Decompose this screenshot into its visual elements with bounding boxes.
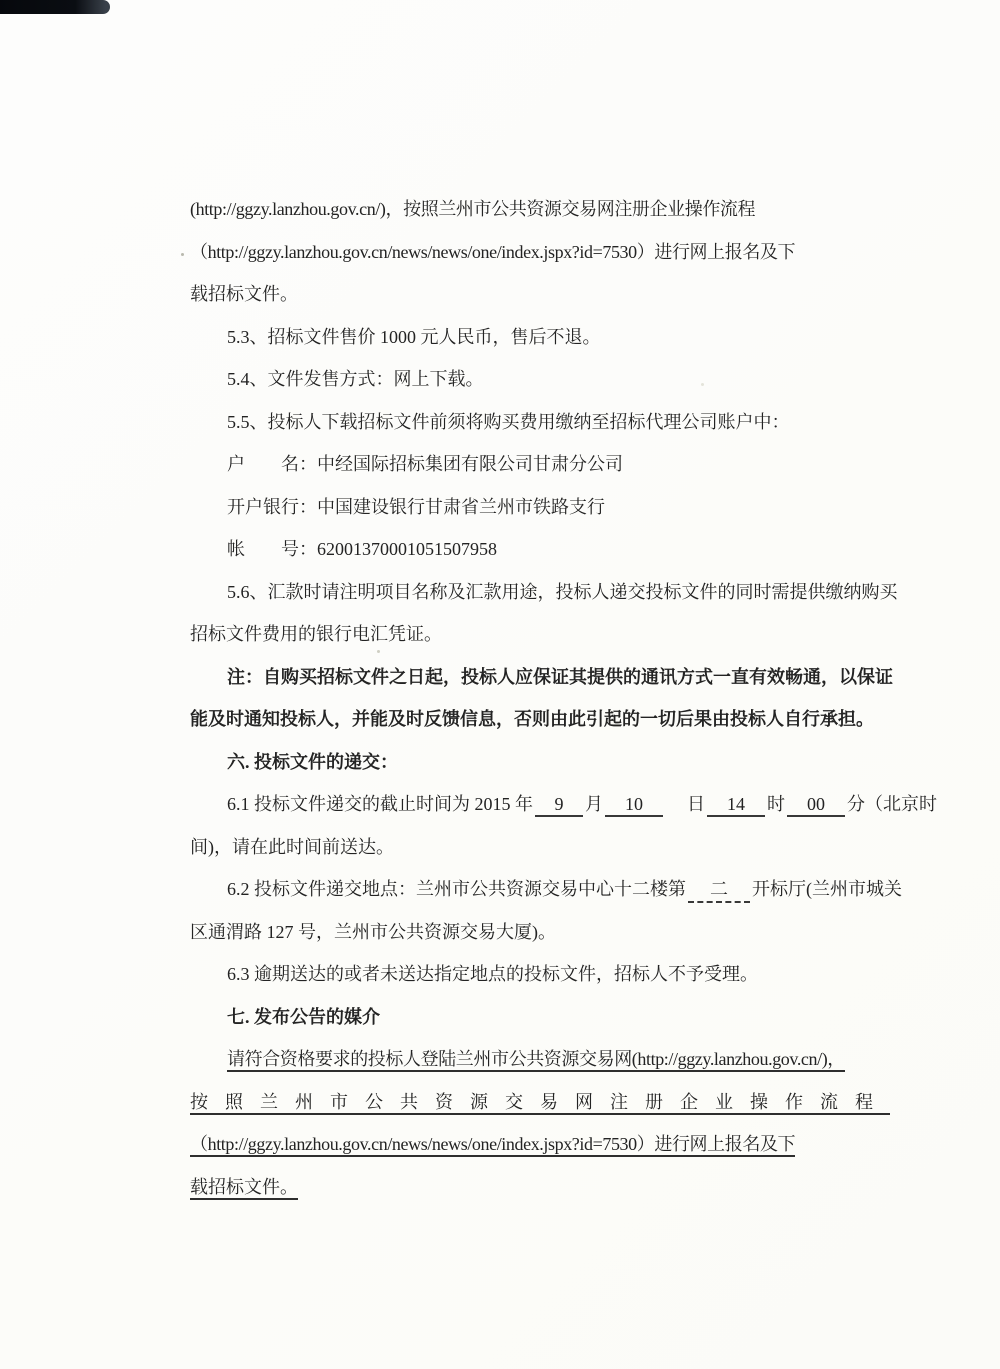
section-7-body-line1: 请符合资格要求的投标人登陆兰州市公共资源交易网(http://ggzy.lanzhou.gov.cn/)，: [190, 1038, 890, 1081]
account-number-label: 帐 号：: [227, 539, 317, 559]
deadline-hour-blank: 14: [707, 794, 765, 817]
deadline-minute-unit: 分（北京时: [847, 794, 937, 814]
deadline-day-blank: 10: [605, 794, 663, 817]
section-5-5-payment-notice: 5.5、投标人下载招标文件前须将购买费用缴纳至招标代理公司账户中：: [227, 411, 790, 432]
scan-speckles: [181, 253, 184, 256]
account-bank-row: [190, 486, 890, 529]
section-6-2-location: [190, 868, 902, 911]
section-6-3-late-delivery: 6.3 逾期送达的或者未送达指定地点的投标文件，招标人不予受理。: [227, 964, 758, 984]
location-prefix: 6.2 投标文件递交地点：兰州市公共资源交易中心十二楼第: [227, 879, 686, 899]
section-5-4-distribution: 5.4、文件发售方式：网上下载。: [227, 369, 484, 389]
deadline-hour-unit: 时: [767, 794, 785, 814]
section-6-1-deadline: [190, 783, 937, 826]
section-6-2-continuation: 区通渭路 127 号，兰州市公共资源交易大厦)。: [190, 921, 556, 942]
account-number-value: 62001370001051507958: [317, 539, 497, 559]
account-bank-label: 开户银行：: [227, 496, 317, 517]
section-7-title: 七. 发布公告的媒介: [227, 1006, 380, 1027]
deadline-month-blank: 9: [535, 794, 583, 817]
section-6-title: 六. 投标文件的递交：: [227, 751, 398, 772]
section-5-6-line1: 5.6、汇款时请注明项目名称及汇款用途，投标人递交投标文件的同时需提供缴纳购买: [227, 581, 898, 602]
section-7-body-line3: （http://ggzy.lanzhou.gov.cn/news/news/one/index.jspx?id=7530）进行网上报名及下: [190, 1123, 890, 1166]
account-name-label: 户 名：: [227, 454, 317, 474]
deadline-prefix: 6.1 投标文件递交的截止时间为 2015 年: [227, 794, 533, 814]
paragraph-registration-url-line1: (http://ggzy.lanzhou.gov.cn/)，按照兰州市公共资源交易网注册企业操作流程: [190, 199, 756, 219]
deadline-month-unit: 月: [585, 794, 603, 814]
location-suffix: 开标厅(兰州市城关: [752, 879, 902, 899]
note-line1: 注：自购买招标文件之日起，投标人应保证其提供的通讯方式一直有效畅通，以保证: [227, 666, 893, 687]
account-name-row: [190, 443, 890, 486]
deadline-day-unit: 日: [687, 794, 705, 814]
section-7-body-line4: 载招标文件。: [190, 1166, 890, 1209]
section-5-6-line2: 招标文件费用的银行电汇凭证。: [190, 624, 442, 644]
section-7-body-line2: 按照兰州市公共资源交易网注册企业操作流程: [190, 1081, 890, 1124]
scan-corner-artifact: [0, 0, 110, 14]
deadline-minute-blank: 00: [787, 794, 845, 817]
account-name-value: 中经国际招标集团有限公司甘肃分公司: [317, 454, 623, 474]
paragraph-registration-url-line2: （http://ggzy.lanzhou.gov.cn/news/news/one/index.jspx?id=7530）进行网上报名及下: [190, 241, 796, 262]
account-number-row: [190, 528, 890, 571]
note-line2: 能及时通知投标人，并能及时反馈信息，否则由此引起的一切后果由投标人自行承担。: [190, 709, 874, 729]
account-bank-value: 中国建设银行甘肃省兰州市铁路支行: [317, 496, 605, 517]
section-6-1-continuation: 间)，请在此时间前送达。: [190, 836, 394, 857]
hall-number-blank: 二: [688, 875, 750, 903]
paragraph-registration-url-line3: 载招标文件。: [190, 284, 298, 304]
document-body: [190, 188, 937, 1208]
section-5-3-price: 5.3、招标文件售价 1000 元人民币，售后不退。: [227, 326, 601, 347]
